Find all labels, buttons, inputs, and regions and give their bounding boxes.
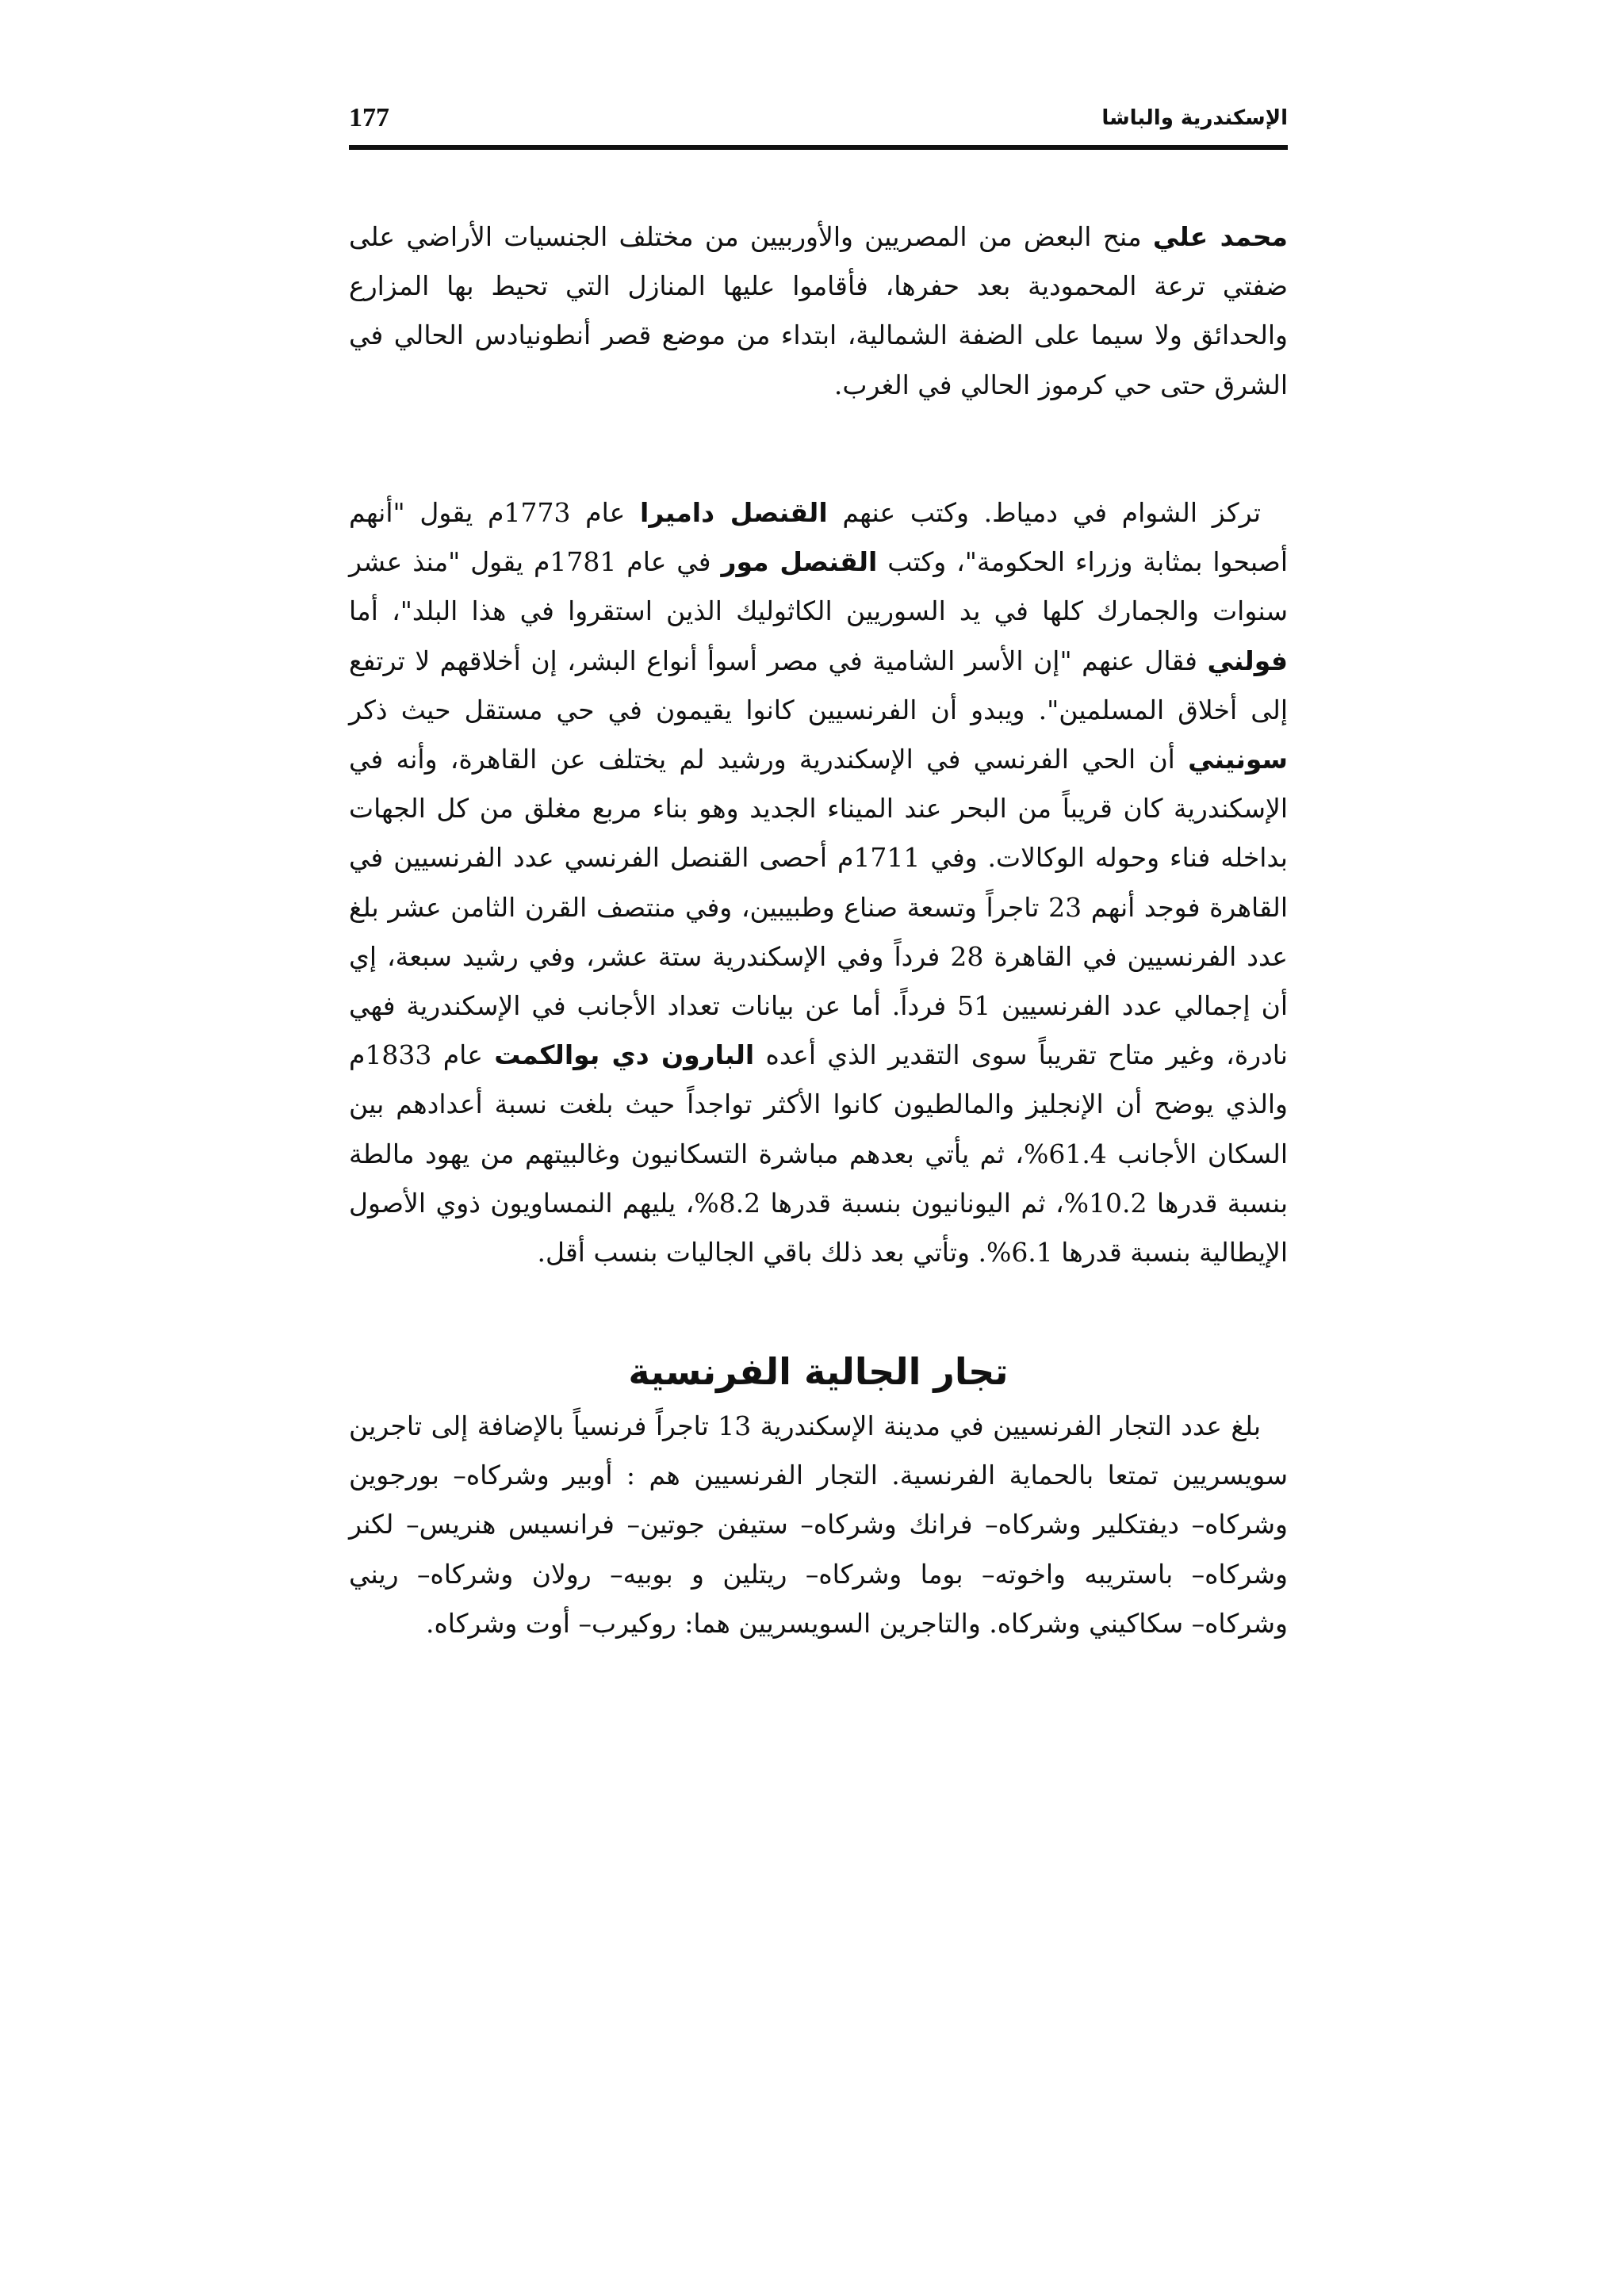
paragraph-2-text-2: عام 1773م يقول "أنهم أصبحوا بمثابة وزراء الحكومة"، وكتب <box>349 497 1288 578</box>
header-rule <box>349 145 1288 150</box>
bold-volney: فولني <box>1207 645 1288 676</box>
bold-baron-boislecomte: البارون دي بوالكمت <box>494 1039 755 1071</box>
section-heading: تجار الجالية الفرنسية <box>628 1350 1009 1393</box>
paragraph-1-text: منح البعض من المصريين والأوربيين من مختلف الجنسيات الأراضي على ضفتي ترعة المحمودية بعد حفرها، فأقاموا عليها المنازل التي تحيط بها المزارع والحدائق ولا سيما على الضفة الشمالية، ابتداء من موضع قصر أنطونيادس الحالي في الشرق حتى حي كرموز الحالي في الغرب. <box>349 221 1288 400</box>
paragraph-1 <box>349 212 1288 410</box>
page-header <box>349 101 1288 149</box>
bold-consul-damira: القنصل داميرا <box>640 497 828 528</box>
paragraph-2-text-5: أن الحي الفرنسي في الإسكندرية ورشيد لم يختلف عن القاهرة، وأنه في الإسكندرية كان قريباً من البحر عند الميناء الجديد وهو بناء مربع مغلق من كل الجهات بداخله فناء وحوله الوكالات. وفي 1711م أحصى القنصل الفرنسي عدد الفرنسيين في القاهرة فوجد أنهم 23 تاجراً وتسعة صناع وطبيبين، وفي منتصف القرن الثامن عشر بلغ عدد الفرنسيين في القاهرة 28 فرداً وفي الإسكندرية ستة عشر، وفي رشيد سبعة، إي أن إجمالي عدد الفرنسيين 51 فرداً. أما عن بيانات تعداد الأجانب في الإسكندرية فهي نادرة، وغير متاح تقريباً سوى التقدير الذي أعده <box>349 744 1288 1071</box>
paragraph-2-text-4: فقال عنهم "إن الأسر الشامية في مصر أسوأ أنواع البشر، إن أخلاقهم لا ترتفع إلى أخلاق المسلمين". ويبدو أن الفرنسيين كانوا يقيمون في حي مستقل حيث ذكر <box>349 645 1288 725</box>
bold-consul-mour: القنصل مور <box>721 546 878 578</box>
paragraph-2-text-6: عام 1833م والذي يوضح أن الإنجليز والمالطيون كانوا الأكثر تواجداً حيث بلغت نسبة أعدادهم بين السكان الأجانب 61.4%، ثم يأتي بعدهم مباشرة التسكانيون وغالبيتهم من يهود مالطة بنسبة قدرها 10.2%، ثم اليونانيون بنسبة قدرها 8.2%، يليهم النمساويون ذوي الأصول الإيطالية بنسبة قدرها 6.1%. وتأتي بعد ذلك باقي الجاليات بنسب أقل. <box>349 1039 1289 1269</box>
page-number: 177 <box>349 103 389 132</box>
bold-sonnini: سونيني <box>1188 744 1288 775</box>
paragraph-3: بلغ عدد التجار الفرنسيين في مدينة الإسكندرية 13 تاجراً فرنسياً بالإضافة إلى تاجرين سويسريين تمتعا بالحماية الفرنسية. التجار الفرنسيين هم : أوبير وشركاه– بورجوين وشركاه– ديفتكلير وشركاه– فرانك وشركاه– ستيفن جوتين– فرانسيس هنريس– لكنر وشركاه– باستريبه واخوته– بوما وشركاه– ريتلين و بوبيه– رولان وشركاه– ريني وشركاه– سكاكيني وشركاه. والتاجرين السويسريين هما: روكيرب– أوت وشركاه. <box>349 1410 1288 1639</box>
paragraph-2-text-3: في عام 1781م يقول "منذ عشر سنوات والجمارك كلها في يد السوريين الكاثوليك الذين استقروا في هذا البلد"، أما <box>349 546 1288 627</box>
bold-name-muhammad-ali: محمد علي <box>1152 221 1288 252</box>
paragraph-2 <box>349 488 1288 1277</box>
paragraph-2-text-1: تركز الشوام في دمياط. وكتب عنهم <box>827 497 1262 528</box>
running-title: الإسكندرية والباشا <box>1101 106 1288 130</box>
